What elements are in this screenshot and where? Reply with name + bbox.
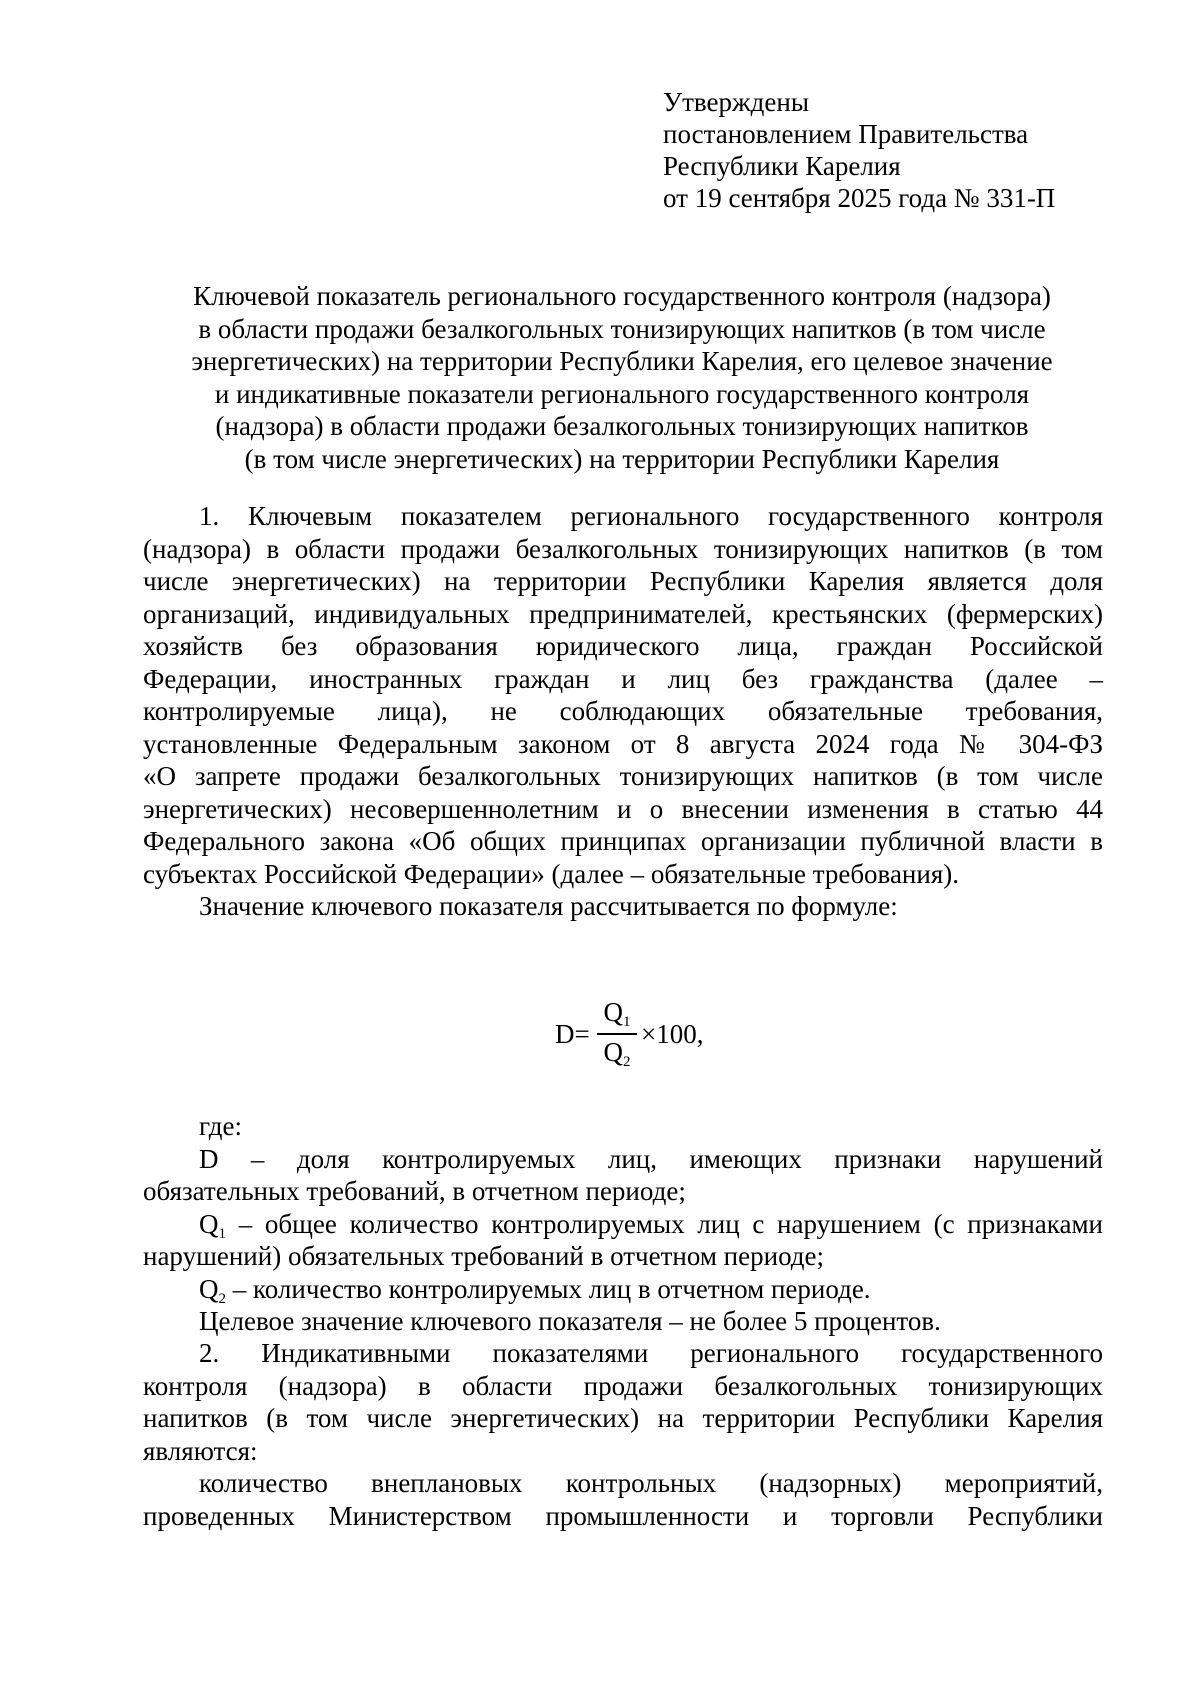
formula-multiplier: ×100, — [641, 1019, 704, 1049]
target-value: Целевое значение ключевого показателя – не более 5 процентов. — [199, 1306, 941, 1336]
paragraph-line: проведенных Министерством промышленности и торговли Республики — [143, 1500, 1103, 1531]
definitions — [143, 1110, 1103, 1338]
paragraph-line: организаций, индивидуальных предпринимателей, крестьянских (фермерских) — [143, 598, 1103, 629]
paragraph-line: напитков (в том числе энергетических) на территории Республики Карелия — [143, 1403, 1103, 1433]
formula — [555, 997, 715, 1087]
title-line: Ключевой показатель регионального государственного контроля (надзора) — [193, 281, 1051, 311]
title-line: (надзора) в области продажи безалкогольных тонизирующих напитков — [215, 411, 1029, 441]
approval-line-4: от 19 сентября 2025 года № 331-П — [663, 183, 1056, 213]
paragraph-line: Федерации, иностранных граждан и лиц без гражданства (далее – — [143, 663, 1103, 694]
formula-numerator: $Q_1$ — [603, 997, 631, 1030]
paragraph-line: контроля (надзора) в области продажи безалкогольных тонизирующих — [143, 1370, 1103, 1401]
paragraph-line: хозяйств без образования юридического лица, граждан Российской — [143, 631, 1103, 661]
paragraph-line: 2. Индикативными показателями регионального государственного — [199, 1338, 1103, 1368]
paragraph-line: контролируемые лица), не соблюдающих обязательные требования, — [143, 696, 1103, 726]
paragraph-line: установленные Федеральным законом от 8 августа 2024 года № 304-ФЗ — [143, 728, 1103, 759]
definition-q1-line: $Q_1$ – общее количество контролируемых лиц с нарушением (с признаками — [199, 1208, 1103, 1242]
paragraph-line: 1. Ключевым показателем регионального государственного контроля — [199, 501, 1103, 531]
title-line: в области продажи безалкогольных тонизирующих напитков (в том числе — [198, 313, 1046, 344]
paragraph-line: субъектах Российской Федерации» (далее – обязательные требования). — [143, 858, 959, 889]
title-line: энергетических) на территории Республики Карелия, его целевое значение — [191, 346, 1053, 376]
paragraph-1 — [143, 500, 1103, 923]
title-line: и индикативные показатели регионального государственного контроля — [214, 378, 1030, 409]
approval-line-3: Республики Карелия — [663, 151, 901, 181]
paragraph-line: числе энергетических) на территории Республики Карелия является доля — [143, 566, 1103, 596]
document-title — [142, 280, 1102, 475]
paragraph-line: Федерального закона «Об общих принципах организации публичной власти в — [143, 826, 1103, 856]
approval-stamp — [663, 86, 1055, 214]
formula-lhs: D= — [555, 1019, 590, 1049]
approval-line-2: постановлением Правительства — [663, 119, 1029, 149]
paragraph-line: являются: — [143, 1435, 258, 1466]
fraction-bar — [597, 1033, 637, 1035]
definition-d-line: обязательных требований, в отчетном периоде; — [143, 1176, 686, 1206]
definition-d-line: D – доля контролируемых лиц, имеющих признаки нарушений — [199, 1143, 1103, 1174]
approval-line-1: Утверждены — [663, 87, 809, 117]
definition-q1-line: нарушений) обязательных требований в отчетном периоде; — [143, 1241, 825, 1271]
where-label: где: — [199, 1111, 242, 1141]
paragraph-2 — [143, 1337, 1103, 1532]
formula-denominator: $Q_2$ — [603, 1037, 631, 1070]
title-line: (в том числе энергетических) на территории Республики Карелия — [244, 443, 1000, 474]
paragraph-line: «О запрете продажи безалкогольных тонизирующих напитков (в том числе — [143, 761, 1103, 791]
formula-intro: Значение ключевого показателя рассчитывается по формуле: — [199, 891, 898, 921]
paragraph-line: (надзора) в области продажи безалкогольных тонизирующих напитков (в том — [143, 533, 1103, 564]
paragraph-line: энергетических) несовершеннолетним и о внесении изменения в статью 44 — [143, 793, 1103, 824]
definition-q2-line: $Q_2$ – количество контролируемых лиц в отчетном периоде. — [199, 1273, 871, 1307]
paragraph-line: количество внеплановых контрольных (надзорных) мероприятий, — [199, 1468, 1103, 1498]
